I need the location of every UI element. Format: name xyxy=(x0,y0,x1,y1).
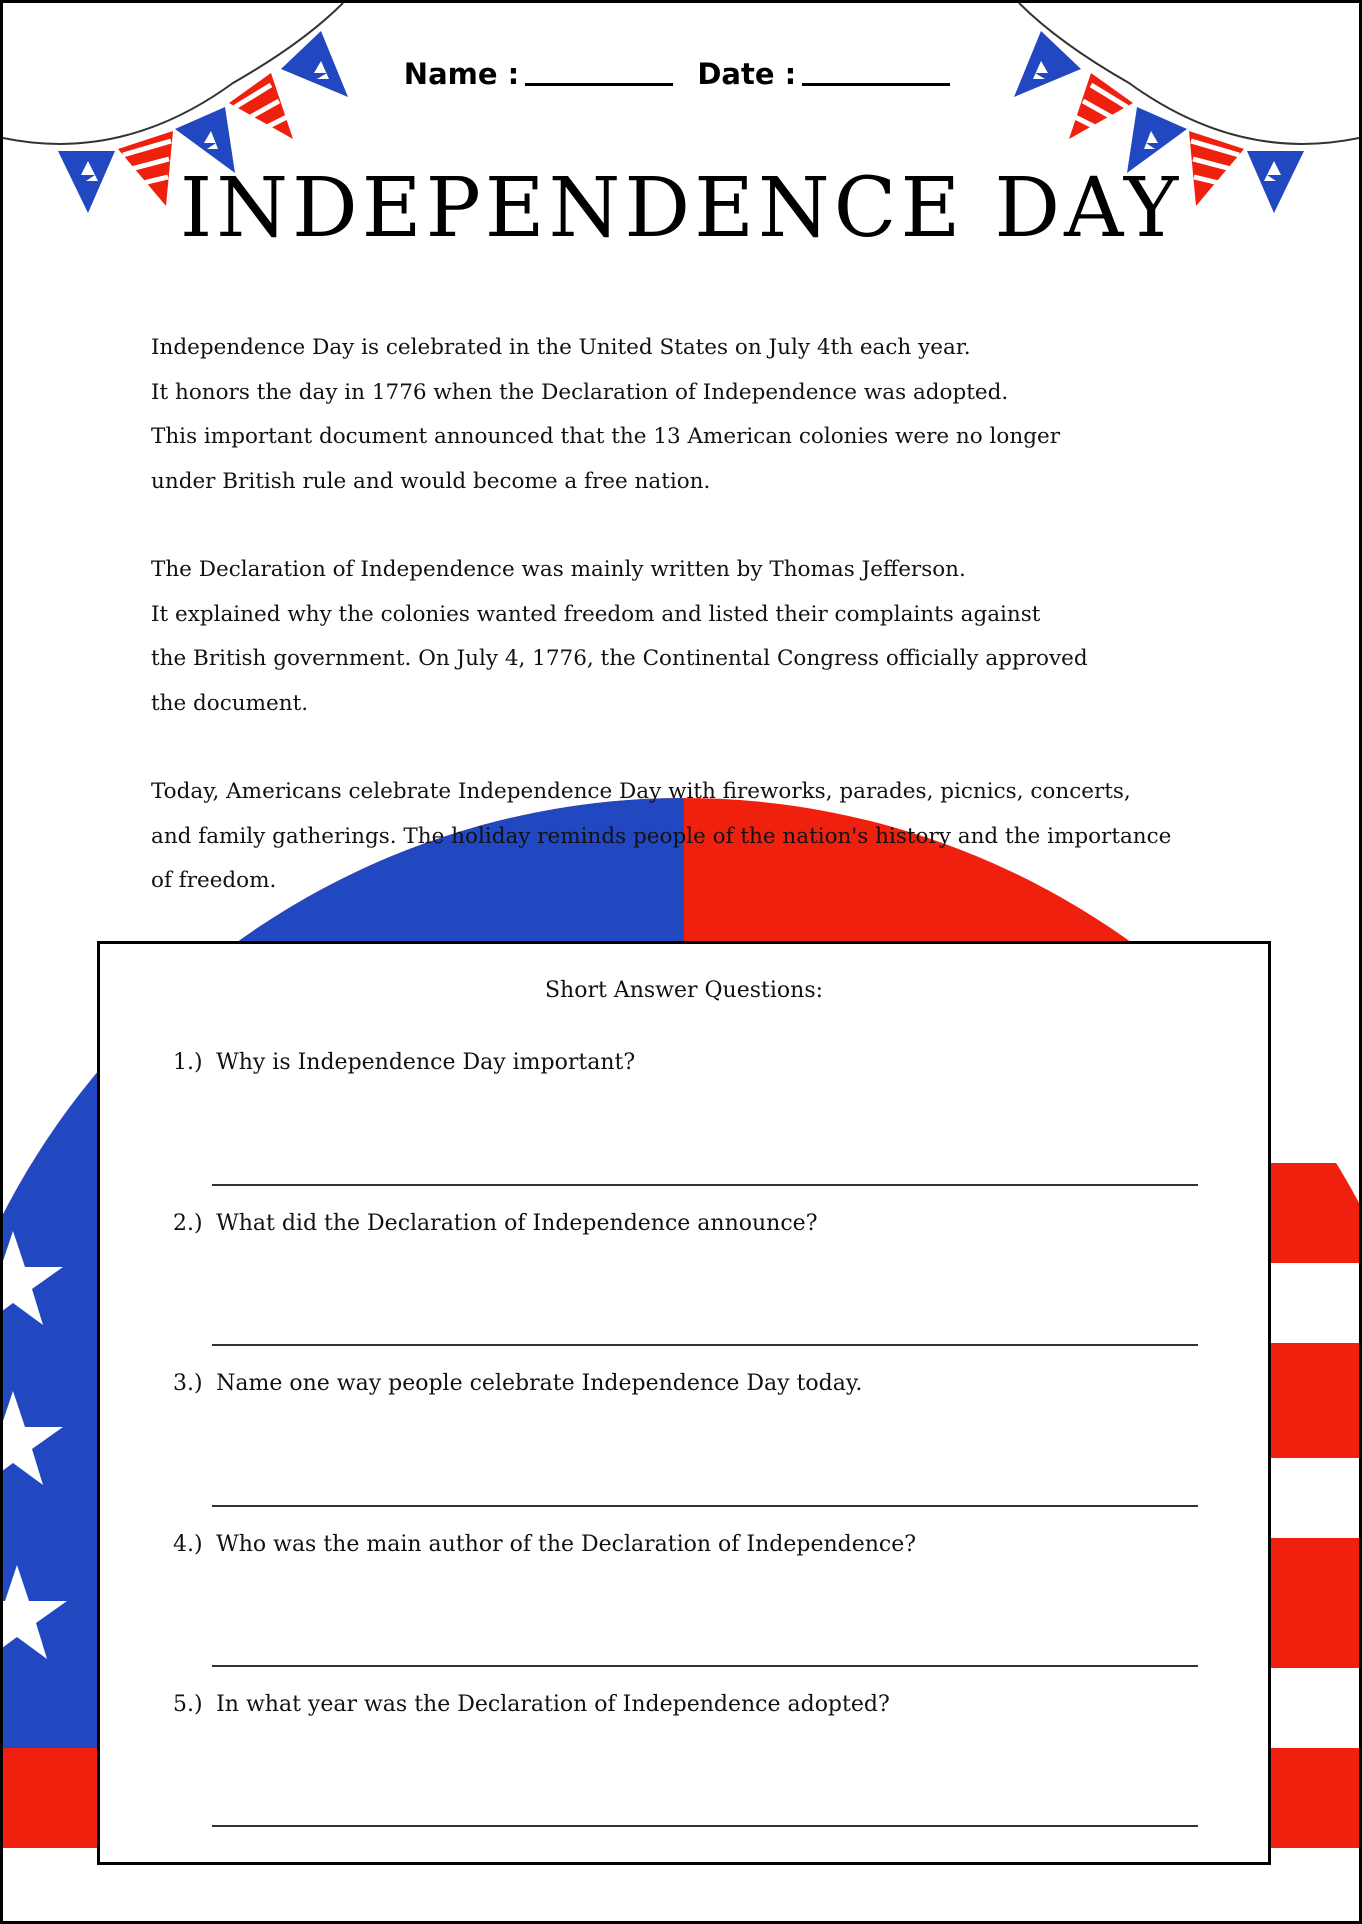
name-label: Name : xyxy=(403,57,520,91)
question-number: 2.) xyxy=(173,1211,203,1236)
passage-line: The Declaration of Independence was mainly written by Thomas Jefferson. xyxy=(151,557,966,582)
passage-paragraph xyxy=(151,326,1271,504)
page-title: INDEPENDENCE DAY xyxy=(179,161,1183,256)
answer-line-3[interactable] xyxy=(212,1505,1198,1507)
answer-line-4[interactable] xyxy=(212,1665,1198,1667)
question-number: 5.) xyxy=(173,1692,203,1717)
question-2 xyxy=(173,1211,1213,1236)
question-1 xyxy=(173,1050,1213,1075)
question-5 xyxy=(173,1692,1213,1717)
question-4 xyxy=(173,1532,1213,1557)
passage-line: It honors the day in 1776 when the Declaration of Independence was adopted. xyxy=(151,379,1009,405)
question-text: Why is Independence Day important? xyxy=(216,1050,636,1075)
answer-line-1[interactable] xyxy=(212,1184,1198,1186)
passage-line: Independence Day is celebrated in the United States on July 4th each year. xyxy=(151,335,971,360)
questions-heading: Short Answer Questions: xyxy=(544,978,824,1003)
answer-line-2[interactable] xyxy=(212,1344,1198,1346)
passage-paragraph xyxy=(151,548,1271,726)
question-number: 1.) xyxy=(173,1050,203,1075)
passage-line: and family gatherings. The holiday reminds people of the nation's history and the importance xyxy=(151,823,1172,849)
question-3 xyxy=(173,1371,1213,1396)
passage-line: This important document announced that the 13 American colonies were no longer xyxy=(151,424,1060,449)
answer-line-5[interactable] xyxy=(212,1825,1198,1827)
passage-line: It explained why the colonies wanted freedom and listed their complaints against xyxy=(151,601,1041,627)
question-number: 4.) xyxy=(173,1532,203,1557)
passage-paragraph xyxy=(151,770,1271,904)
passage-line: the document. xyxy=(151,690,309,716)
date-blank[interactable] xyxy=(802,59,950,86)
passage-line: under British rule and would become a free nation. xyxy=(151,468,711,494)
question-text: Name one way people celebrate Independence Day today. xyxy=(216,1371,863,1396)
name-date-header xyxy=(3,57,1359,91)
passage-line: of freedom. xyxy=(151,868,277,893)
question-text: What did the Declaration of Independence announce? xyxy=(216,1211,818,1236)
passage-line: Today, Americans celebrate Independence Day with fireworks, parades, picnics, concerts, xyxy=(151,779,1131,804)
question-number: 3.) xyxy=(173,1371,203,1396)
date-label: Date : xyxy=(697,57,797,91)
short-answer-box xyxy=(97,941,1271,1865)
reading-passage xyxy=(151,326,1271,948)
name-blank[interactable] xyxy=(525,59,673,86)
passage-line: the British government. On July 4, 1776, the Continental Congress officially approved xyxy=(151,646,1088,671)
question-text: Who was the main author of the Declaration of Independence? xyxy=(216,1532,917,1557)
question-text: In what year was the Declaration of Independence adopted? xyxy=(216,1692,890,1717)
